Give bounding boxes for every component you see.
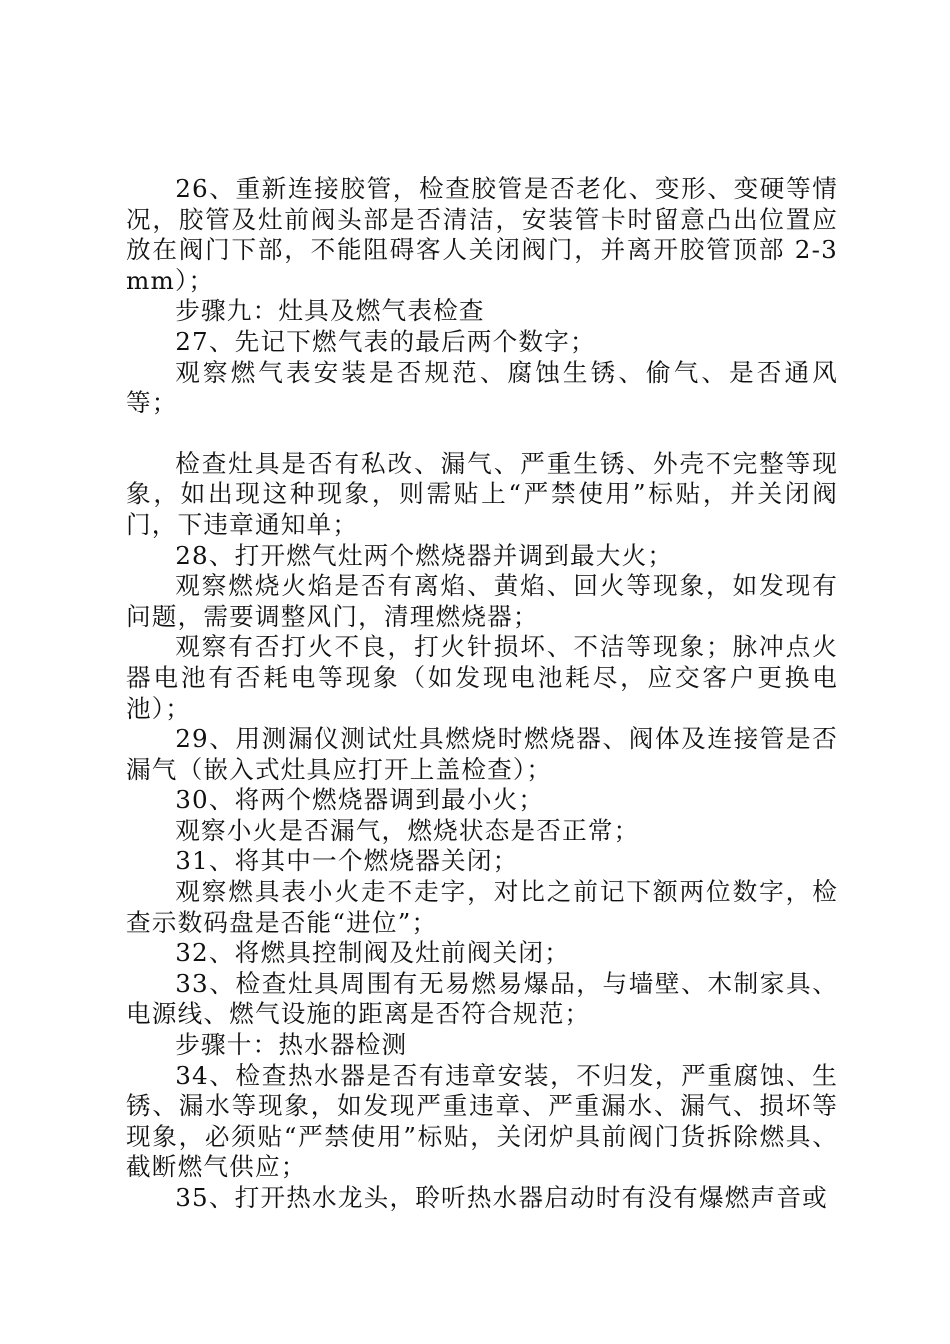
paragraph-item-32: 32、将燃具控制阀及灶前阀关闭； xyxy=(175,938,570,968)
paragraph-meter-digit-check: 观察燃具表小火走不走字，对比之前记下额两位数字，检查示数码盘是否能“进位”； xyxy=(126,877,838,937)
section-heading-step-10: 步骤十：热水器检测 xyxy=(175,1030,408,1060)
paragraph-stove-check: 检查灶具是否有私改、漏气、严重生锈、外壳不完整等现象，如出现这种现象，则需贴上“严禁使用”标贴，并关闭阀门，下违章通知单； xyxy=(126,448,838,539)
paragraph-flame-check: 观察燃烧火焰是否有离焰、黄焰、回火等现象，如发现有问题，需要调整风门，清理燃烧器； xyxy=(126,571,838,631)
paragraph-item-33: 33、检查灶具周围有无易燃易爆品，与墙壁、木制家具、电源线、燃气设施的距离是否符合规范； xyxy=(126,968,838,1029)
paragraph-ignition-check: 观察有否打火不良，打火针损坏、不洁等现象；脉冲点火器电池有否耗电等现象（如发现电池耗尽，应交客户更换电池）； xyxy=(126,632,838,723)
paragraph-small-flame-check: 观察小火是否漏气，燃烧状态是否正常； xyxy=(175,815,640,845)
paragraph-item-35: 35、打开热水龙头，聆听热水器启动时有没有爆燃声音或 xyxy=(175,1183,828,1212)
paragraph-item-27: 27、先记下燃气表的最后两个数字； xyxy=(175,326,596,356)
paragraph-item-34: 34、检查热水器是否有违章安装，不归发，严重腐蚀、生锈、漏水等现象，如发现严重违章、严重漏水、漏气、损坏等现象，必须贴“严禁使用”标贴，关闭炉具前阀门货拆除燃具、截断燃气供应； xyxy=(126,1060,838,1182)
paragraph-item-31: 31、将其中一个燃烧器关闭； xyxy=(175,846,519,876)
paragraph-item-28: 28、打开燃气灶两个燃烧器并调到最大火； xyxy=(175,540,674,570)
paragraph-meter-check: 观察燃气表安装是否规范、腐蚀生锈、偷气、是否通风等； xyxy=(126,357,838,418)
paragraph-item-26: 26、重新连接胶管，检查胶管是否老化、变形、变硬等情况，胶管及灶前阀头部是否清洁，安装管卡时留意凸出位置应放在阀门下部，不能阻碍客人关闭阀门，并离开胶管顶部 2-3 mm）； xyxy=(126,174,838,295)
paragraph-gap xyxy=(126,419,838,449)
document-body xyxy=(126,174,838,1214)
paragraph-item-30: 30、将两个燃烧器调到最小火； xyxy=(175,785,545,815)
paragraph-item-29: 29、用测漏仪测试灶具燃烧时燃烧器、阀体及连接管是否漏气（嵌入式灶具应打开上盖检查）； xyxy=(126,724,838,784)
section-heading-step-9: 步骤九：灶具及燃气表检查 xyxy=(175,296,485,326)
